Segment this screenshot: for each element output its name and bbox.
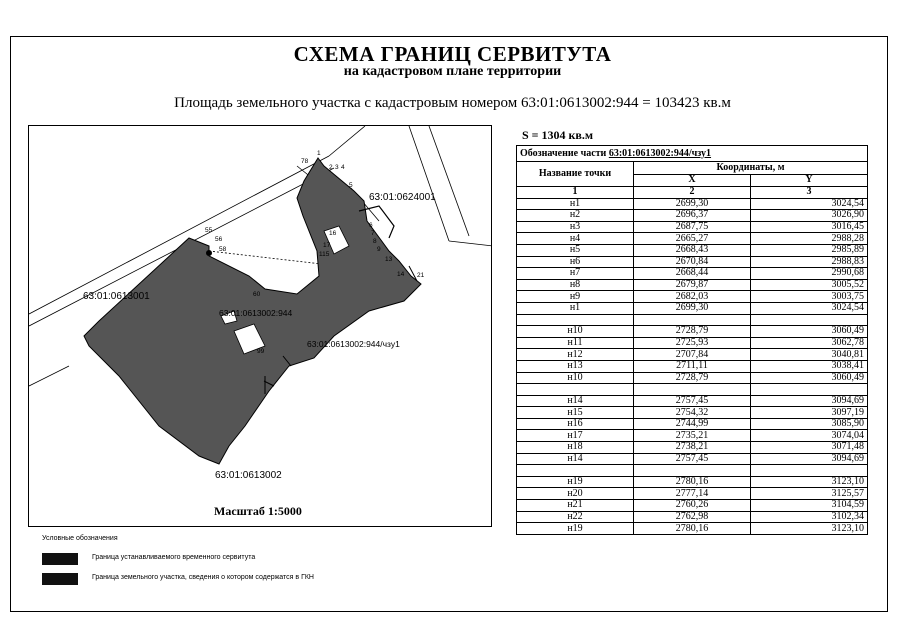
servitude-zone-label: 63:01:0613002:944/чзу1 (307, 339, 400, 349)
point-name-cell: н7 (517, 268, 634, 280)
x-coord-cell: 2711,11 (634, 360, 751, 372)
point-label: 56 (215, 236, 223, 243)
table-row (517, 395, 868, 407)
x-coord-cell: 2725,93 (634, 337, 751, 349)
table-part-row (517, 146, 868, 162)
point-name-cell: н14 (517, 395, 634, 407)
x-coord-cell: 2668,44 (634, 268, 751, 280)
x-coord-cell: 2679,87 (634, 279, 751, 291)
legend-label: Граница земельного участка, сведения о котором содержатся в ГКН (92, 574, 314, 581)
point-label: 115 (319, 251, 330, 258)
legend-label: Граница устанавливаемого временного сервитута (92, 554, 256, 561)
y-coord-cell: 2988,83 (751, 256, 868, 268)
point-name-cell: н12 (517, 349, 634, 361)
point-label: 5 (349, 182, 353, 189)
point-name-cell: н19 (517, 476, 634, 488)
x-coord-cell (634, 384, 751, 396)
point-label: 7 (371, 230, 375, 237)
table-row (517, 279, 868, 291)
col-number: 3 (751, 187, 868, 199)
boundary-line-ne (409, 126, 449, 241)
table-row (517, 372, 868, 384)
parcel-label-w: 63:01:0613001 (83, 291, 150, 302)
x-coord-cell: 2707,84 (634, 349, 751, 361)
point-name-cell: н19 (517, 523, 634, 535)
table-row (517, 500, 868, 512)
x-coord-cell: 2699,30 (634, 198, 751, 210)
table-row (517, 453, 868, 465)
point-name-cell: н18 (517, 442, 634, 454)
point-label: 14 (397, 271, 405, 278)
point-name-cell: н14 (517, 453, 634, 465)
part-label: Обозначение части (520, 147, 607, 159)
legend-swatch (42, 573, 78, 585)
x-coord-cell: 2665,27 (634, 233, 751, 245)
table-row (517, 198, 868, 210)
point-label: 4 (341, 164, 345, 171)
y-coord-cell: 3074,04 (751, 430, 868, 442)
map-scale: Масштаб 1:5000 (214, 504, 302, 518)
table-row (517, 442, 868, 454)
point-label: 13 (385, 256, 393, 263)
table-row (517, 430, 868, 442)
document-subtitle: на кадастровом плане территории (343, 64, 562, 79)
part-id: 63:01:0613002:944/чзу1 (608, 147, 712, 159)
y-coord-cell: 3040,81 (751, 349, 868, 361)
col-number: 2 (634, 187, 751, 199)
parcel-label-s: 63:01:0613002 (215, 470, 282, 481)
table-row (517, 233, 868, 245)
point-name-cell: н1 (517, 198, 634, 210)
y-coord-cell (751, 465, 868, 477)
col-number: 1 (517, 187, 634, 199)
point-name-cell: н5 (517, 244, 634, 256)
y-coord-cell: 3094,69 (751, 453, 868, 465)
table-row (517, 302, 868, 314)
legend-title: Условные обозначения (42, 535, 118, 542)
point-name-cell: н16 (517, 418, 634, 430)
parcel-label-main: 63:01:0613002:944 (219, 308, 293, 318)
point-label: 9 (377, 246, 381, 253)
table-row (517, 488, 868, 500)
y-coord-cell: 3060,49 (751, 326, 868, 338)
point-label: 2 (329, 164, 333, 171)
point-name-cell: н20 (517, 488, 634, 500)
x-coord-cell: 2668,43 (634, 244, 751, 256)
y-coord-cell: 3125,57 (751, 488, 868, 500)
boundary-line-e (449, 241, 492, 246)
y-coord-cell: 3016,45 (751, 221, 868, 233)
point-label: 1 (317, 150, 321, 157)
point-label: 16 (329, 230, 337, 237)
y-coord-cell: 3060,49 (751, 372, 868, 384)
table-row (517, 349, 868, 361)
table-row (517, 256, 868, 268)
table-row (517, 326, 868, 338)
map-drawing (29, 126, 492, 527)
table-row (517, 268, 868, 280)
point-name-cell: н1 (517, 302, 634, 314)
y-coord-cell (751, 384, 868, 396)
y-coord-cell: 3123,10 (751, 476, 868, 488)
x-coord-cell: 2760,26 (634, 500, 751, 512)
x-coord-cell: 2744,99 (634, 418, 751, 430)
table-row (517, 291, 868, 303)
x-coord-cell: 2687,75 (634, 221, 751, 233)
x-coord-cell: 2728,79 (634, 372, 751, 384)
y-coord-cell: 3102,34 (751, 511, 868, 523)
table-header-row (517, 162, 868, 175)
col-header-name: Название точки (517, 162, 634, 187)
x-coord-cell: 2682,03 (634, 291, 751, 303)
x-coord-cell: 2754,32 (634, 407, 751, 419)
point-name-cell: н3 (517, 221, 634, 233)
x-coord-cell: 2780,16 (634, 523, 751, 535)
point-label: 99 (257, 348, 265, 355)
cadastral-map (28, 125, 492, 527)
road-line-3 (29, 366, 69, 386)
y-coord-cell: 3097,19 (751, 407, 868, 419)
point-label: 6 (369, 222, 373, 229)
y-coord-cell: 3062,78 (751, 337, 868, 349)
y-coord-cell (751, 314, 868, 326)
table-row (517, 418, 868, 430)
x-coord-cell: 2735,21 (634, 430, 751, 442)
coordinates-table (516, 145, 868, 535)
x-coord-cell: 2696,37 (634, 210, 751, 222)
table-row (517, 476, 868, 488)
x-coord-cell: 2699,30 (634, 302, 751, 314)
y-coord-cell: 3003,75 (751, 291, 868, 303)
point-name-cell: н10 (517, 326, 634, 338)
y-coord-cell: 2988,28 (751, 233, 868, 245)
document-title: СХЕМА ГРАНИЦ СЕРВИТУТА (293, 42, 612, 66)
col-header-coords: Координаты, м (634, 162, 868, 175)
y-coord-cell: 3085,90 (751, 418, 868, 430)
point-label: 78 (301, 158, 309, 165)
point-name-cell: н13 (517, 360, 634, 372)
table-row (517, 407, 868, 419)
point-label: 8 (373, 238, 377, 245)
point-name-cell (517, 314, 634, 326)
table-row (517, 210, 868, 222)
point-name-cell: н4 (517, 233, 634, 245)
table-row (517, 511, 868, 523)
table-row (517, 465, 868, 477)
y-coord-cell: 2990,68 (751, 268, 868, 280)
y-coord-cell: 3026,90 (751, 210, 868, 222)
point-label: 55 (205, 227, 213, 234)
table-number-row (517, 187, 868, 199)
parcel-label-ne: 63:01:0624001 (369, 192, 436, 203)
point-name-cell: н11 (517, 337, 634, 349)
table-row (517, 314, 868, 326)
boundary-line-ne2 (429, 126, 469, 236)
col-header-x: X (634, 174, 751, 187)
x-coord-cell: 2757,45 (634, 395, 751, 407)
x-coord-cell: 2757,45 (634, 453, 751, 465)
y-coord-cell: 2985,89 (751, 244, 868, 256)
x-coord-cell (634, 465, 751, 477)
point-name-cell: н17 (517, 430, 634, 442)
point-name-cell: н10 (517, 372, 634, 384)
x-coord-cell: 2738,21 (634, 442, 751, 454)
y-coord-cell: 3094,69 (751, 395, 868, 407)
table-row (517, 384, 868, 396)
x-coord-cell: 2762,98 (634, 511, 751, 523)
y-coord-cell: 3123,10 (751, 523, 868, 535)
col-header-y: Y (751, 174, 868, 187)
x-coord-cell: 2780,16 (634, 476, 751, 488)
table-row (517, 244, 868, 256)
y-coord-cell: 3104,59 (751, 500, 868, 512)
point-name-cell: н2 (517, 210, 634, 222)
point-name-cell: н6 (517, 256, 634, 268)
x-coord-cell: 2728,79 (634, 326, 751, 338)
point-name-cell: н22 (517, 511, 634, 523)
y-coord-cell: 3024,54 (751, 198, 868, 210)
point-label: 21 (417, 272, 425, 279)
legend-swatch (42, 553, 78, 565)
y-coord-cell: 3024,54 (751, 302, 868, 314)
point-name-cell: н21 (517, 500, 634, 512)
table-row (517, 360, 868, 372)
area-statement: Площадь земельного участка с кадастровым номером 63:01:0613002:944 = 103423 кв.м (174, 95, 731, 111)
y-coord-cell: 3005,52 (751, 279, 868, 291)
point-label: 60 (253, 291, 261, 298)
point-label: 3 (335, 164, 339, 171)
y-coord-cell: 3038,41 (751, 360, 868, 372)
table-row (517, 523, 868, 535)
x-coord-cell (634, 314, 751, 326)
point-marker (206, 250, 212, 256)
point-name-cell: н9 (517, 291, 634, 303)
table-row (517, 221, 868, 233)
point-name-cell: н8 (517, 279, 634, 291)
point-label: 58 (219, 246, 227, 253)
x-coord-cell: 2777,14 (634, 488, 751, 500)
point-name-cell: н15 (517, 407, 634, 419)
table-row (517, 337, 868, 349)
point-label: 17 (323, 242, 331, 249)
y-coord-cell: 3071,48 (751, 442, 868, 454)
road-line-4 (329, 126, 365, 156)
x-coord-cell: 2670,84 (634, 256, 751, 268)
point-name-cell (517, 465, 634, 477)
point-name-cell (517, 384, 634, 396)
servitude-area: S = 1304 кв.м (522, 128, 594, 142)
